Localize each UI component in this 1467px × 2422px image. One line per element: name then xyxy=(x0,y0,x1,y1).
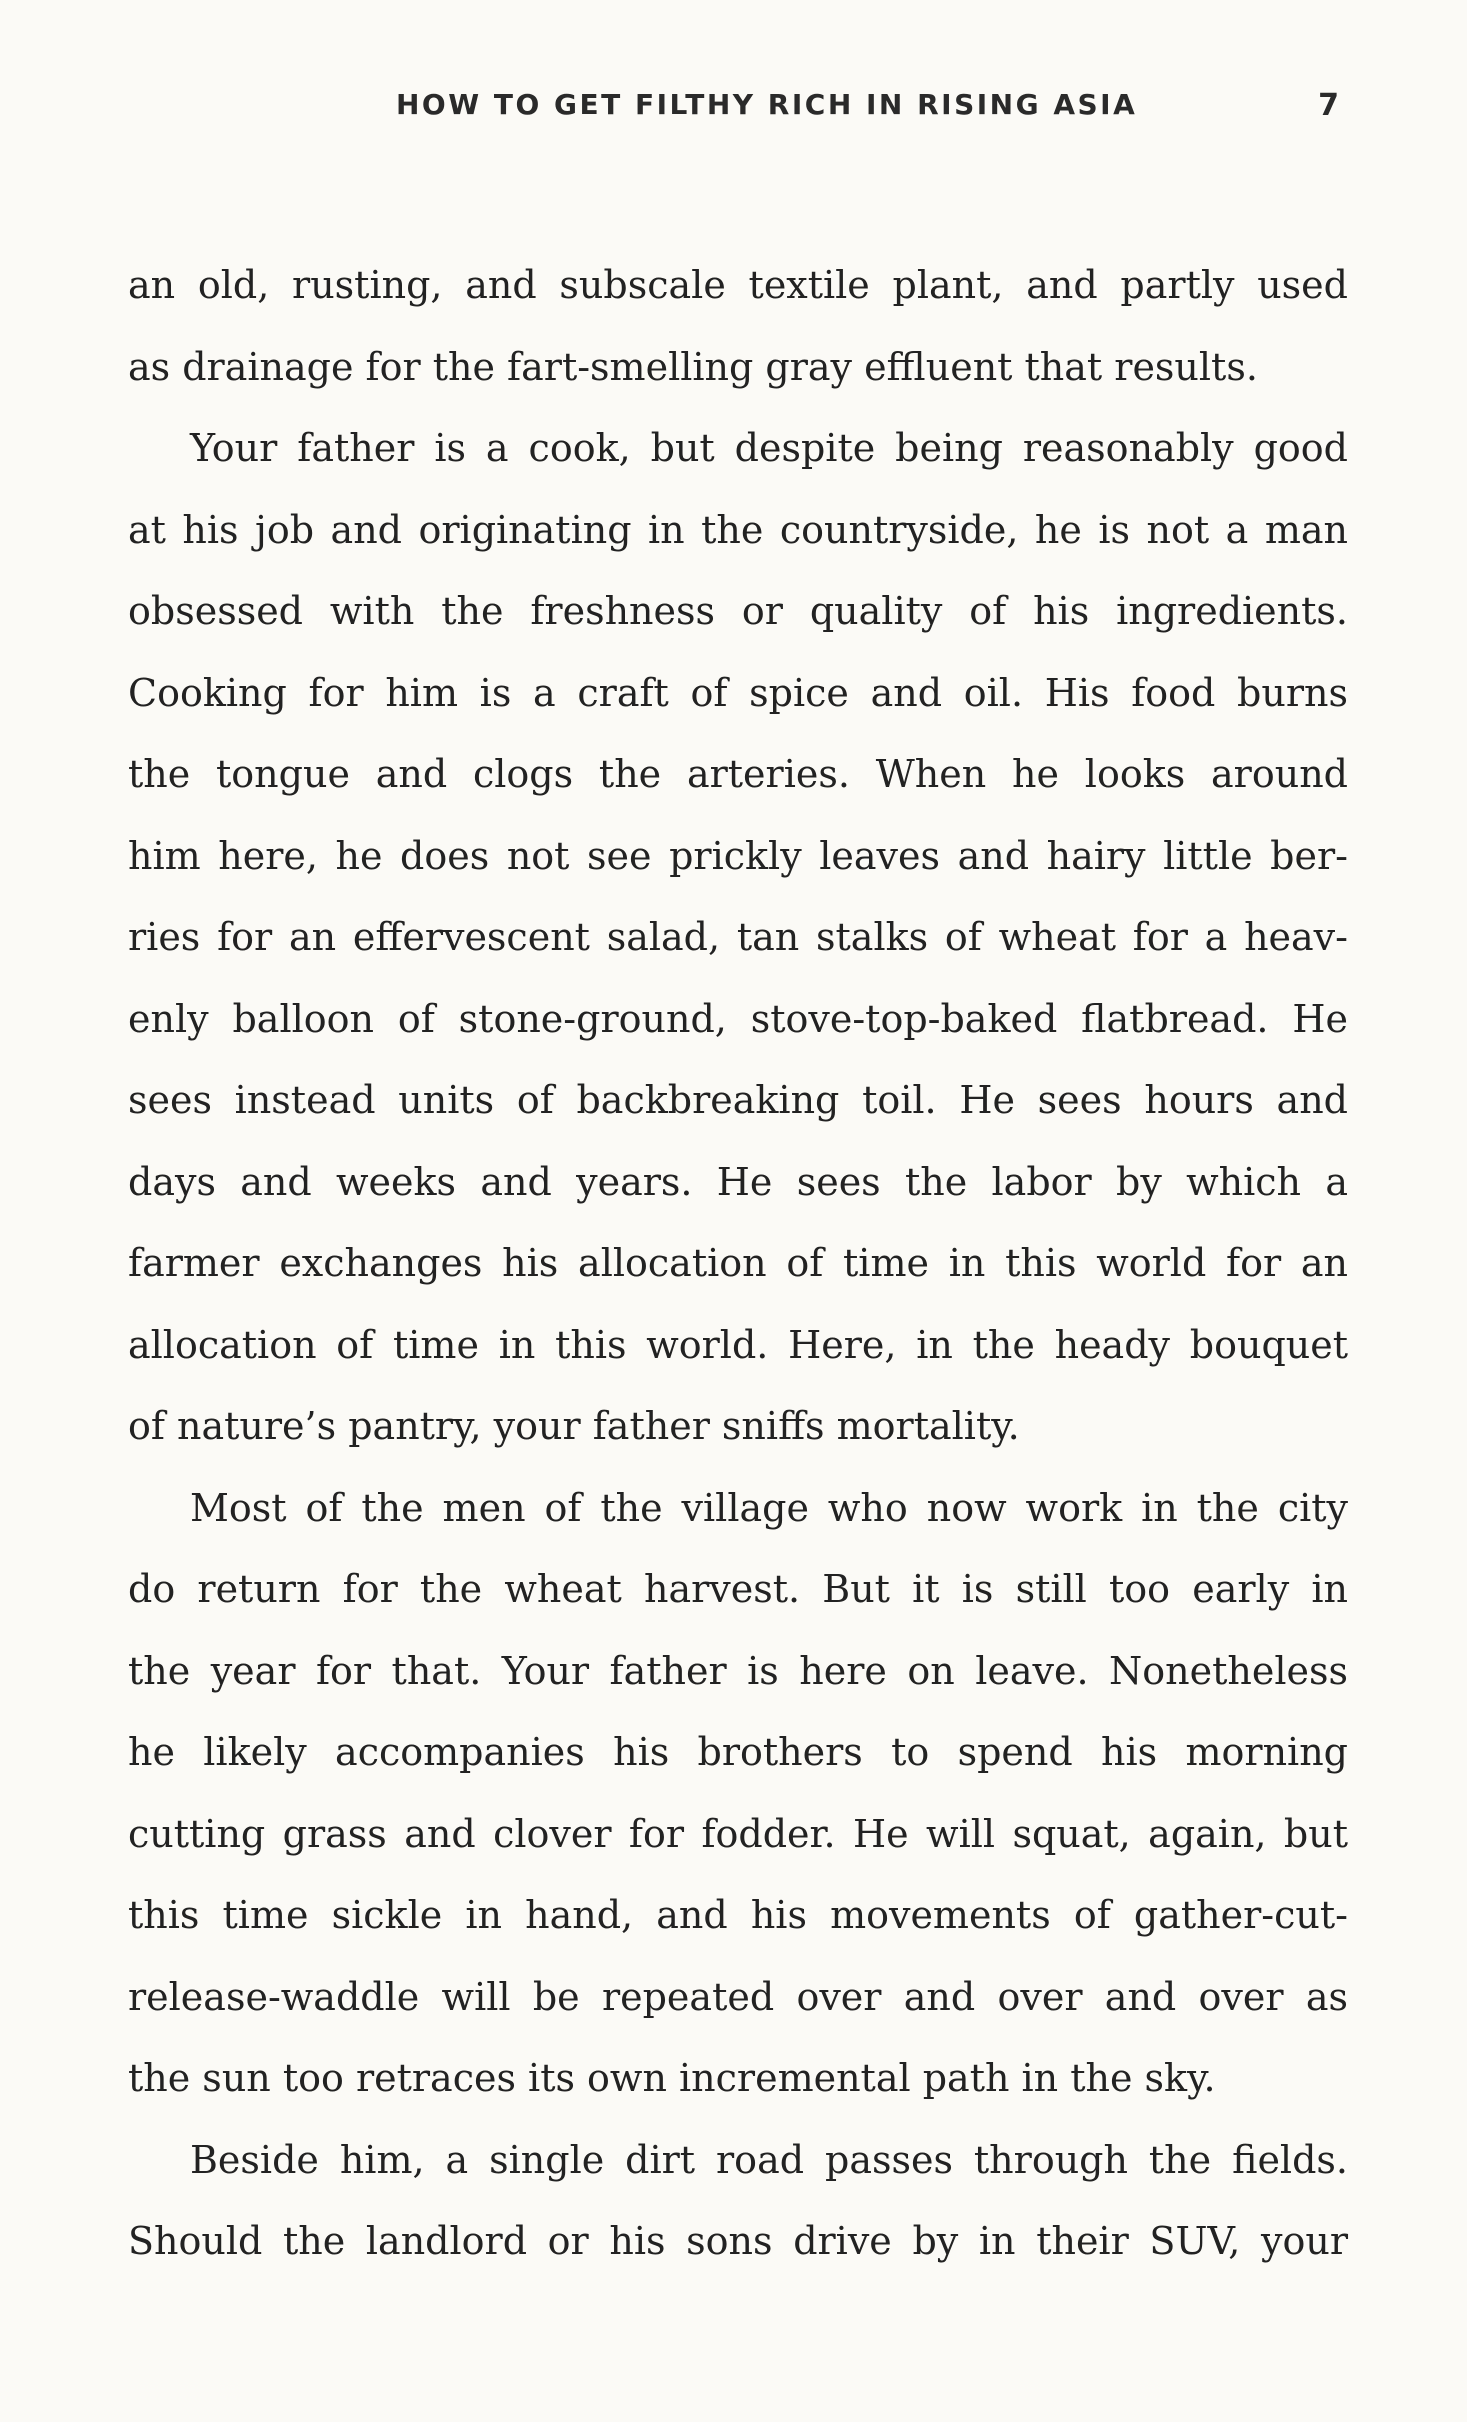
text-line: sees instead units of backbreaking toil. He sees hours and xyxy=(128,1078,1348,1122)
running-title: HOW TO GET FILTHY RICH IN RISING ASIA xyxy=(396,88,1138,121)
text-line: the tongue and clogs the arteries. When he looks around xyxy=(128,752,1348,796)
text-line: allocation of time in this world. Here, in the heady bouquet xyxy=(128,1322,1348,1367)
text-line: days and weeks and years. He sees the labor by which a xyxy=(128,1159,1348,1204)
text-line: Should the landlord or his sons drive by in their SUV, your xyxy=(128,2219,1348,2263)
text-line: Cooking for him is a craft of spice and oil. His food burns xyxy=(128,670,1348,715)
page-number: 7 xyxy=(1318,88,1339,123)
text-line: farmer exchanges his allocation of time in this world for an xyxy=(128,1241,1348,1285)
text-line: as drainage for the fart-smelling gray effluent that results. xyxy=(128,344,1258,389)
text-line: do return for the wheat harvest. But it is still too early in xyxy=(128,1567,1348,1611)
body-text xyxy=(128,245,1348,2283)
text-line: him here, he does not see prickly leaves and hairy little ber- xyxy=(128,833,1348,878)
text-line: of nature’s pantry, your father sniffs mortality. xyxy=(128,1404,1020,1448)
text-line: ries for an effervescent salad, tan stalks of wheat for a heav- xyxy=(128,915,1348,959)
text-line: an old, rusting, and subscale textile plant, and partly used xyxy=(128,263,1348,307)
text-line: this time sickle in hand, and his movements of gather-cut- xyxy=(128,1893,1348,1937)
text-line: enly balloon of stone-ground, stove-top-baked flatbread. He xyxy=(128,996,1348,1041)
text-line: he likely accompanies his brothers to spend his morning xyxy=(128,1730,1348,1774)
text-line: cutting grass and clover for fodder. He will squat, again, but xyxy=(128,1811,1348,1856)
text-line: Beside him, a single dirt road passes through the fields. xyxy=(190,2137,1348,2182)
text-line: Most of the men of the village who now work in the city xyxy=(190,1485,1348,1530)
text-line: the sun too retraces its own incremental path in the sky. xyxy=(128,2056,1216,2100)
running-head xyxy=(0,88,1467,132)
text-line: release-waddle will be repeated over and over and over as xyxy=(128,1974,1348,2019)
text-line: Your father is a cook, but despite being reasonably good xyxy=(190,426,1348,470)
text-line: at his job and originating in the countryside, he is not a man xyxy=(128,507,1348,552)
text-line: obsessed with the freshness or quality of his ingredients. xyxy=(128,589,1348,633)
text-line: the year for that. Your father is here on leave. Nonetheless xyxy=(128,1648,1348,1693)
